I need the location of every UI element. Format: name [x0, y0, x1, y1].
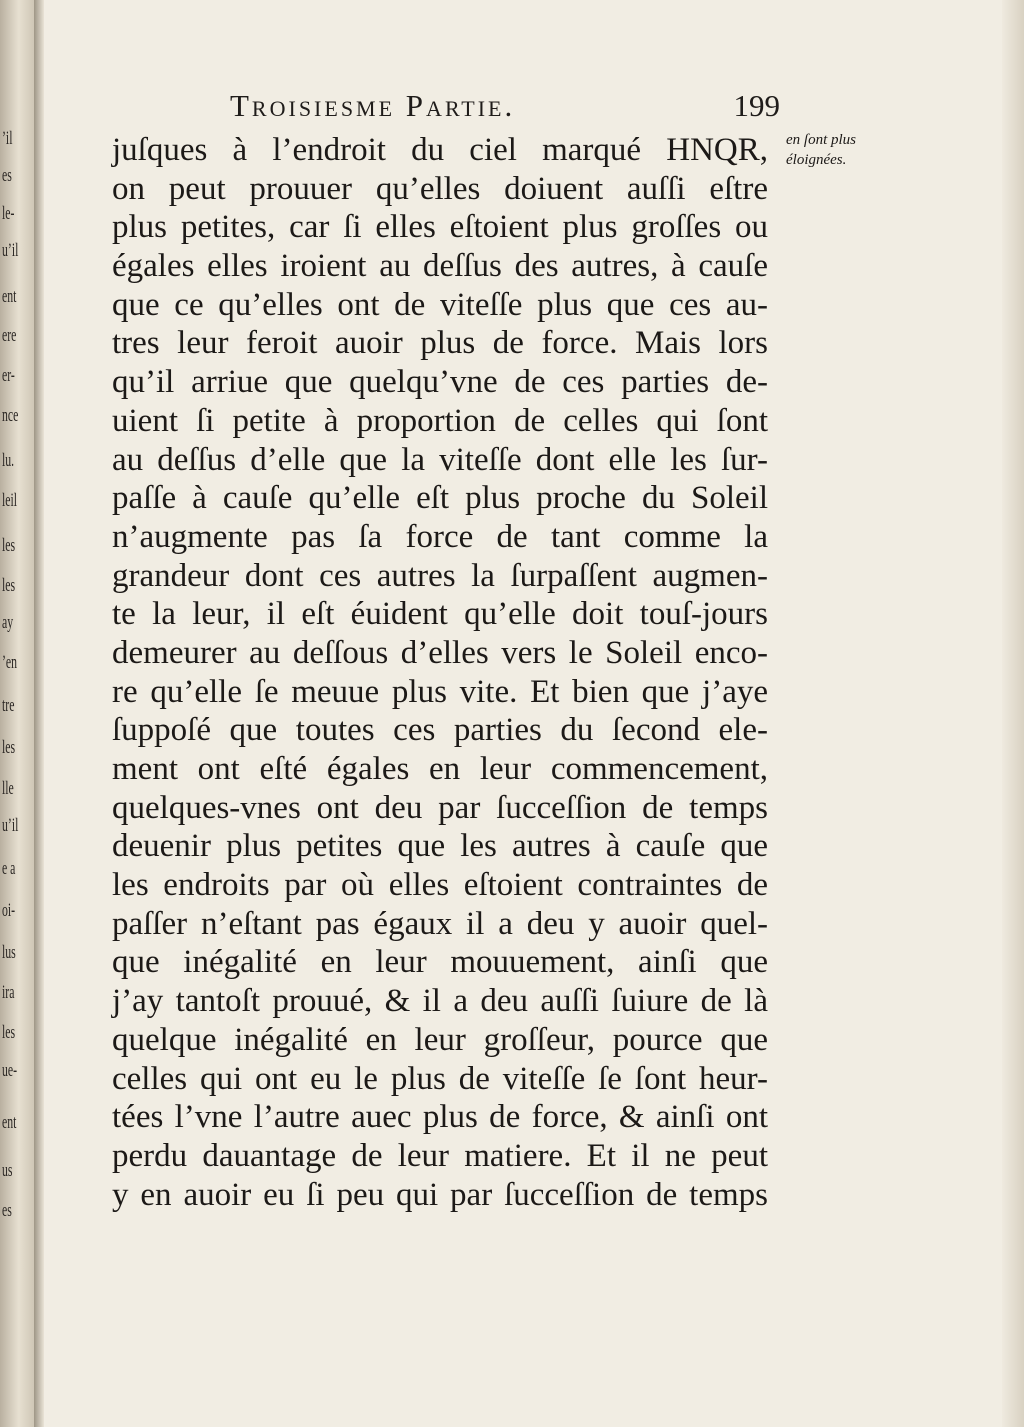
text-line: tres leur feroit auoir plus de force. Mais lors [112, 325, 768, 362]
text-line: re qu’elle ſe meuue plus vite. Et bien que j’aye [112, 673, 768, 710]
text-line: perdu dauantage de leur matiere. Et il ne peut [112, 1137, 768, 1174]
text-line: que inégalité en leur mouuement, ainſi que [112, 944, 768, 981]
text-line: au deſſus d’elle que la viteſſe dont elle les ſur- [112, 441, 768, 478]
page-edge [1002, 0, 1024, 1427]
facing-page-fragment: er- [2, 365, 15, 386]
facing-page-fragment: oi- [2, 900, 16, 921]
facing-page-fragment: u’il [2, 240, 19, 261]
marginal-note [786, 130, 886, 170]
facing-page-fragment: tre [2, 695, 15, 716]
facing-page-fragment: ent [2, 1112, 17, 1133]
body-text [112, 131, 768, 1214]
facing-page-fragment: ent [2, 286, 17, 307]
text-line: quelque inégalité en leur groſſeur, pource que [112, 1021, 768, 1058]
facing-page-fragment: ue- [2, 1060, 18, 1081]
text-line: égales elles iroient au deſſus des autres, à cauſe [112, 248, 768, 285]
facing-page-fragment: les [2, 737, 16, 758]
text-line: que ce qu’elles ont de viteſſe plus que ces au- [112, 286, 768, 323]
text-line: n’augmente pas ſa force de tant comme la [112, 518, 768, 555]
facing-page-fragment: ’en [2, 652, 18, 673]
facing-page-fragment: les [2, 1022, 16, 1043]
facing-page-fragment: les [2, 575, 16, 596]
text-line: quelques-vnes ont deu par ſucceſſion de temps [112, 789, 768, 826]
facing-page-fragment: es [2, 165, 12, 186]
text-line: les endroits par où elles eſtoient contraintes de [112, 867, 768, 904]
text-line: juſques à l’endroit du ciel marqué HNQR, [112, 132, 768, 168]
facing-page-fragment: us [2, 1160, 13, 1181]
facing-page-fragment: lus [2, 942, 16, 963]
marginal-note-line: éloignées. [786, 152, 847, 168]
gutter [34, 0, 44, 1427]
facing-page-fragment: les [2, 535, 16, 556]
facing-page-fragment: ay [2, 612, 14, 633]
text-line: celles qui ont eu le plus de viteſſe ſe ſont heur- [112, 1060, 768, 1097]
facing-page-fragment: u’il [2, 815, 19, 836]
facing-page-fragment: es [2, 1200, 12, 1221]
text-line: grandeur dont ces autres la ſurpaſſent augmen- [112, 557, 768, 594]
text-line: paſſer n’eſtant pas égaux il a deu y auoir quel- [112, 905, 768, 942]
facing-page-edge [0, 0, 34, 1427]
text-line: tées l’vne l’autre auec plus de force, & ainſi ont [112, 1099, 768, 1136]
text-line: uient ſi petite à proportion de celles qui ſont [112, 402, 768, 439]
page-number: 199 [733, 88, 780, 123]
running-head [230, 88, 780, 128]
text-line: plus petites, car ſi elles eſtoient plus groſſes ou [112, 209, 768, 246]
text-line: y en auoir eu ſi peu qui par ſucceſſion de temps [112, 1176, 768, 1213]
text-line: te la leur, il eſt éuident qu’elle doit touſ-jours [112, 596, 768, 633]
facing-page-fragment: le- [2, 203, 15, 224]
text-line: deuenir plus petites que les autres à cauſe que [112, 828, 768, 865]
facing-page-fragment: lu. [2, 450, 15, 471]
facing-page-fragment: lle [2, 778, 14, 799]
facing-page-fragment: leil [2, 490, 18, 511]
text-line: paſſe à cauſe qu’elle eſt plus proche du Soleil [112, 480, 768, 517]
text-line: j’ay tantoſt prouué, & il a deu auſſi ſuiure de là [112, 983, 768, 1020]
running-head-title: Troisiesme Partie. [230, 88, 516, 123]
text-line: ment ont eſté égales en leur commencement, [112, 751, 768, 787]
text-line: on peut prouuer qu’elles doiuent auſſi eſtre [112, 170, 768, 207]
facing-page-fragment: e a [2, 858, 16, 879]
facing-page-fragment: ’il [2, 128, 13, 149]
text-line: demeurer au deſſous d’elles vers le Soleil enco- [112, 634, 768, 671]
marginal-note-line: en ſont plus [786, 132, 856, 148]
facing-page-fragment: ere [2, 325, 17, 346]
text-line: qu’il arriue que quelqu’vne de ces parties de- [112, 364, 768, 401]
text-line: ſuppoſé que toutes ces parties du ſecond ele- [112, 712, 768, 749]
facing-page-fragment: nce [2, 405, 19, 426]
facing-page-fragment: ira [2, 982, 15, 1003]
